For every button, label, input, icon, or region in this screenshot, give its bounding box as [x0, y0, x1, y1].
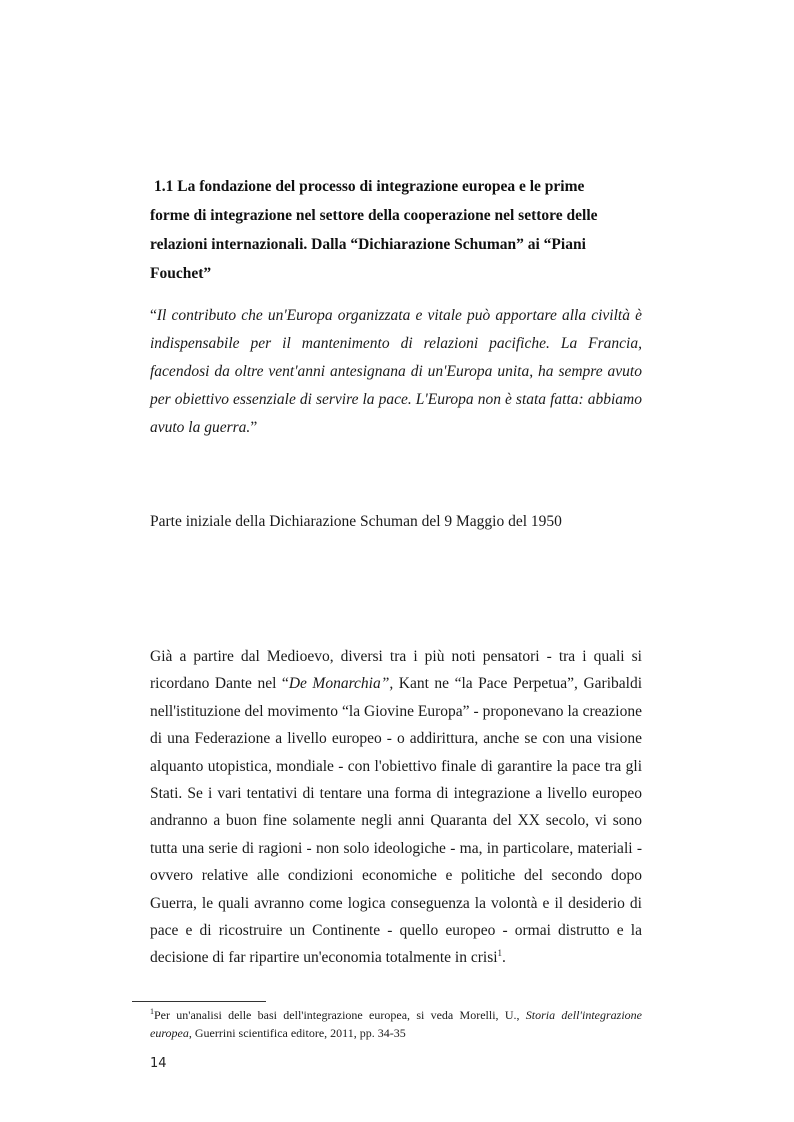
work-title-de-monarchia: De Monarchia”,: [288, 675, 394, 693]
footnote-reference[interactable]: 1: [497, 948, 503, 959]
section-heading-line-3: relazioni internazionali. Dalla “Dichiarazione Schuman” ai “Piani: [150, 236, 586, 253]
section-heading-line-2: forme di integrazione nel settore della cooperazione nel settore delle: [150, 207, 598, 224]
footnote-separator: [132, 1001, 266, 1002]
quote-close-mark: ”: [250, 419, 258, 436]
footnote-number: 1: [150, 1007, 154, 1016]
footnote: [150, 1006, 642, 1042]
body-text-end: .: [502, 949, 506, 967]
section-heading-line-1: 1.1 La fondazione del processo di integrazione europea e le prime: [154, 178, 585, 195]
body-text-part-2: Kant ne “la Pace Perpetua”, Garibaldi nell'istituzione del movimento “la Giovine Europa” - proponevano la creazione di una Federazione a livello europeo - o addirittura, anche se con una visione alquanto utopistica, mondiale - con l'obiettivo finale di garantire la pace tra gli Stati. Se i vari tentativi di tentare una forma di integrazione a livello europeo andranno a buon fine solamente negli anni Quaranta del XX secolo, vi sono tutta una serie di ragioni - non solo ideologiche - ma, in particolare, materiali - ovvero relative alle condizioni economiche e politiche del secondo dopo Guerra, le quali avranno come logica conseguenza la volontà e il desiderio di pace e di ricostruire un Continente - quello europeo - ormai distrutto e la decisione di far ripartire un'economia totalmente in crisi: [150, 675, 642, 967]
page-number: 14: [150, 1056, 167, 1071]
quote-open-mark: “: [150, 307, 157, 324]
epigraph-quote: [150, 302, 642, 442]
quote-text: Il contributo che un'Europa organizzata e vitale può apportare alla civiltà è indispensabile per il mantenimento di relazioni pacifiche. La Francia, facendosi da oltre vent'anni antesignana di un'Europa unita, ha sempre avuto per obiettivo essenziale di servire la pace. L'Europa non è stata fatta: abbiamo avuto la guerra.: [150, 307, 642, 436]
footnote-text-before: Per un'analisi delle basi dell'integrazione europea, si veda Morelli, U.,: [154, 1008, 526, 1022]
body-paragraph: [150, 643, 642, 972]
footnote-book-title: Storia dell'integrazione europea: [150, 1008, 642, 1040]
section-heading: [150, 172, 620, 288]
body-text-part-1: Già a partire dal Medioevo, diversi tra i più noti pensatori - tra i quali si ricordano Dante nel “: [150, 648, 642, 693]
quote-attribution: Parte iniziale della Dichiarazione Schuman del 9 Maggio del 1950: [150, 513, 562, 530]
section-heading-line-4: Fouchet”: [150, 265, 212, 282]
footnote-text-after: , Guerrini scientifica editore, 2011, pp. 34-35: [188, 1026, 406, 1040]
